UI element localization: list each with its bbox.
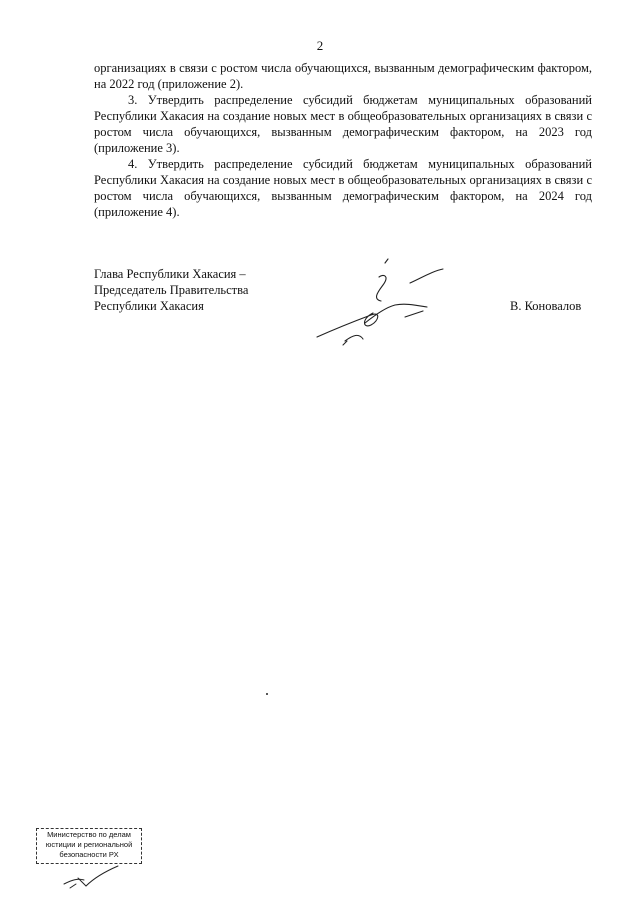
paragraph-continuation: организациях в связи с ростом числа обучающихся, вызванным демографическим фактором, на 2022 год (приложение 2). <box>94 61 592 91</box>
signatory-title-line: Председатель Правительства <box>94 283 249 297</box>
document-body <box>94 60 592 220</box>
stamp-line: юстиции и региональной <box>45 840 133 849</box>
stamp-signature <box>58 864 128 892</box>
signatory-title-line: Республики Хакасия <box>94 299 204 313</box>
ministry-stamp <box>36 828 142 864</box>
page-number: 2 <box>316 38 324 53</box>
stray-dot <box>266 693 268 695</box>
paragraph-item-4: 4. Утвердить распределение субсидий бюджетам муниципальных образований Республики Хакасия на создание новых мест в общеобразовательных организациях в связи с ростом числа обучающихся, вызванным демографическим фактором, на 2024 год (приложение 4). <box>94 157 592 219</box>
paragraph-item-3: 3. Утвердить распределение субсидий бюджетам муниципальных образований Республики Хакасия на создание новых мест в общеобразовательных организациях в связи с ростом числа обучающихся, вызванным демографическим фактором, на 2023 год (приложение 3). <box>94 93 592 155</box>
handwritten-signature <box>315 255 455 355</box>
signatory-title-line: Глава Республики Хакасия – <box>94 267 246 281</box>
signatory-title <box>94 266 248 314</box>
signer-name: В. Коновалов <box>510 299 582 313</box>
stamp-line: безопасности РХ <box>59 850 119 859</box>
stamp-line: Министерство по делам <box>47 830 131 839</box>
